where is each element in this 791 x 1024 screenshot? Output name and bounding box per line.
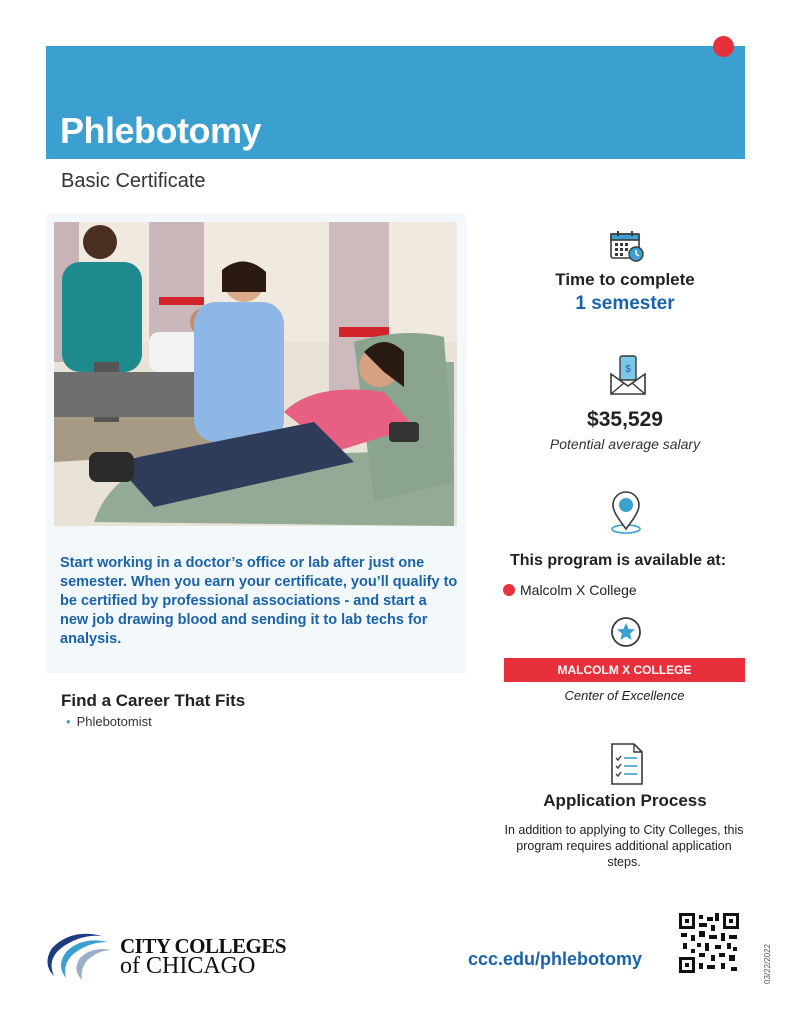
bullet-icon: • — [66, 714, 71, 729]
page-title: Phlebotomy — [60, 110, 262, 151]
campus-item — [503, 582, 637, 598]
calendar-icon — [609, 229, 645, 268]
qr-code[interactable] — [679, 913, 739, 973]
career-item — [66, 714, 152, 729]
application-title: Application Process — [543, 791, 707, 810]
campus-name: Malcolm X College — [520, 582, 637, 598]
star-badge-icon — [610, 616, 642, 653]
salary-value: $35,529 — [587, 408, 663, 431]
availability-title: This program is available at: — [510, 552, 727, 569]
careers-heading: Find a Career That Fits — [61, 691, 246, 710]
program-description: Start working in a doctor’s office or lab after just one semester. When you earn your certificate, you’ll qualify to be certified by professional associations - and start a new job drawing blood and sending it to lab techs for analysis. — [60, 555, 458, 647]
location-pin-icon — [609, 491, 643, 540]
svg-text:$: $ — [625, 364, 631, 375]
center-of-excellence-banner: MALCOLM X COLLEGE — [504, 658, 745, 682]
page-subtitle: Basic Certificate — [61, 170, 206, 192]
program-url-link[interactable]: ccc.edu/phlebotomy — [468, 949, 643, 969]
logo-text-line2: of CHICAGO — [120, 953, 256, 979]
checklist-icon — [610, 742, 644, 791]
salary-label: Potential average salary — [549, 436, 701, 452]
center-of-excellence-label: Center of Excellence — [564, 688, 685, 703]
career-item-label: Phlebotomist — [76, 714, 152, 729]
application-text: In addition to applying to City Colleges, this program requires additional application steps. — [504, 823, 744, 869]
campus-dot-icon — [503, 584, 515, 596]
time-value: 1 semester — [575, 293, 675, 314]
clinic-photo — [54, 222, 457, 526]
print-date: 03/22/2022 — [763, 943, 772, 984]
money-envelope-icon — [609, 354, 647, 401]
time-label: Time to complete — [555, 270, 695, 289]
logo-text-line1: CITY COLLEGES — [120, 934, 287, 958]
accent-dot — [713, 36, 734, 57]
